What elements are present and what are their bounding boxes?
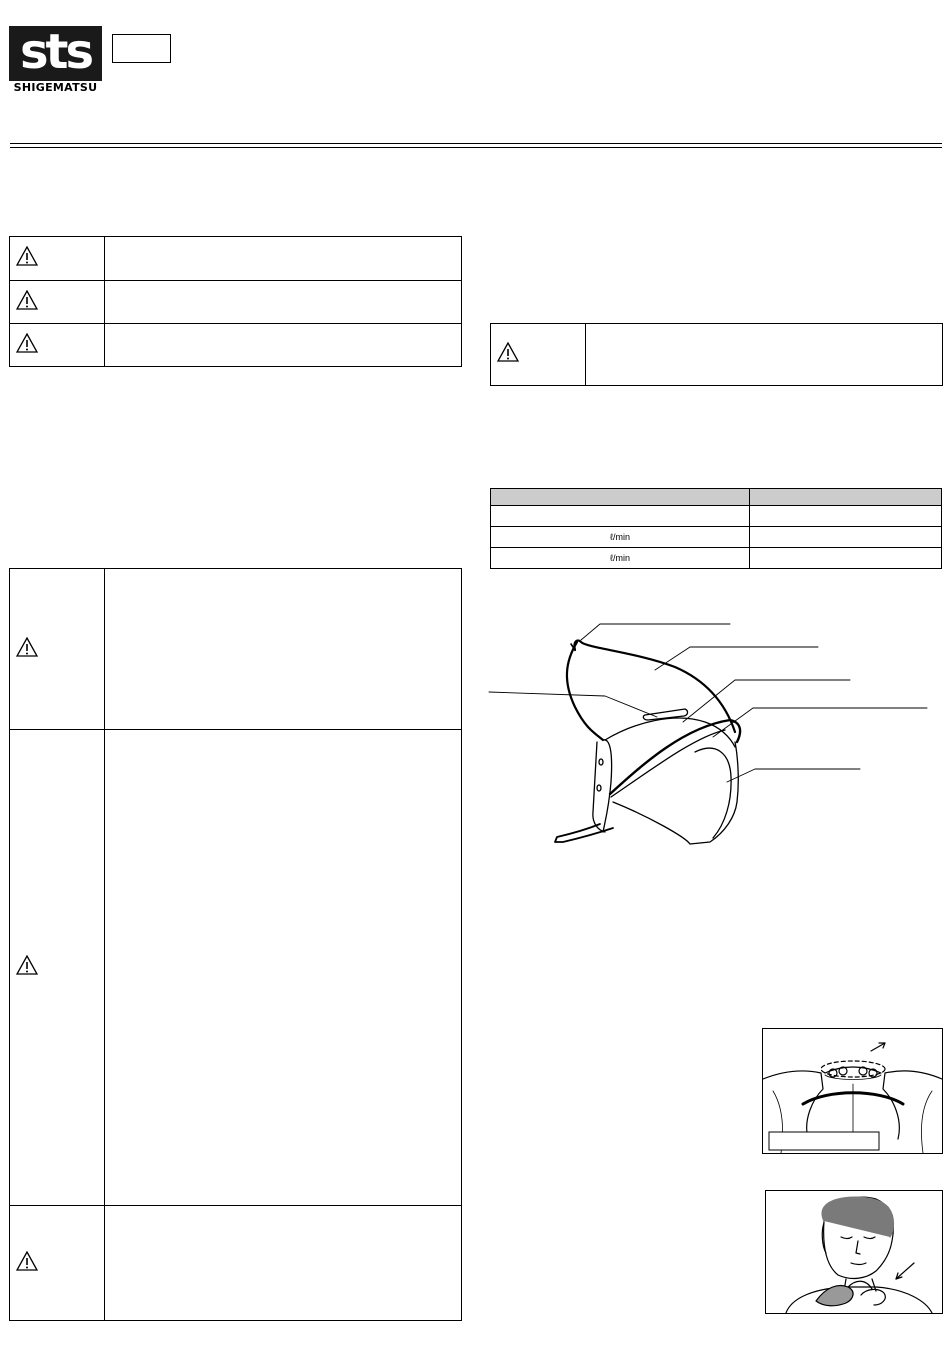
warning-text-cell: [105, 730, 462, 1206]
warning-cell: [10, 1206, 105, 1321]
header-rule-top: [10, 143, 942, 144]
warning-cell: [491, 324, 586, 386]
brand-logo-text: sts: [19, 24, 92, 80]
mask-diagram: [485, 612, 935, 852]
spec-cell: [750, 506, 942, 527]
warning-table-top-right: [490, 323, 943, 386]
table-row: [491, 527, 942, 548]
warning-table-main: [9, 568, 462, 1321]
warning-table-top-left: [9, 236, 462, 367]
warning-cell: [10, 569, 105, 730]
wearing-drawing: [766, 1191, 942, 1313]
warning-cell: [10, 281, 105, 324]
nose-fit-drawing: [763, 1029, 942, 1153]
spec-cell: [750, 527, 942, 548]
warning-triangle-icon: [497, 342, 519, 362]
model-box: [112, 34, 171, 63]
table-row: [491, 506, 942, 527]
warning-cell: [10, 237, 105, 281]
warning-triangle-icon: [16, 246, 38, 266]
nose-clip-fitting-illustration: [762, 1028, 943, 1154]
wearing-mask-illustration: [765, 1190, 943, 1314]
brand-name: SHIGEMATSU: [13, 81, 98, 94]
spec-cell: ℓ/min: [491, 548, 750, 569]
warning-text-cell: [105, 237, 462, 281]
warning-triangle-icon: [16, 637, 38, 657]
spec-header-cell: [750, 489, 942, 506]
warning-cell: [10, 324, 105, 367]
spec-cell: ℓ/min: [491, 527, 750, 548]
warning-text-cell: [105, 569, 462, 730]
spec-cell: [750, 548, 942, 569]
table-row: [491, 548, 942, 569]
warning-triangle-icon: [16, 333, 38, 353]
warning-text-cell: [105, 1206, 462, 1321]
warning-triangle-icon: [16, 290, 38, 310]
warning-triangle-icon: [16, 1251, 38, 1271]
spec-header-cell: [491, 489, 750, 506]
spec-table: [490, 488, 942, 569]
warning-text-cell: [105, 324, 462, 367]
warning-text-cell: [586, 324, 943, 386]
warning-cell: [10, 730, 105, 1206]
warning-triangle-icon: [16, 955, 38, 975]
spec-cell: [491, 506, 750, 527]
header-rule-bottom: [10, 147, 942, 148]
warning-text-cell: [105, 281, 462, 324]
